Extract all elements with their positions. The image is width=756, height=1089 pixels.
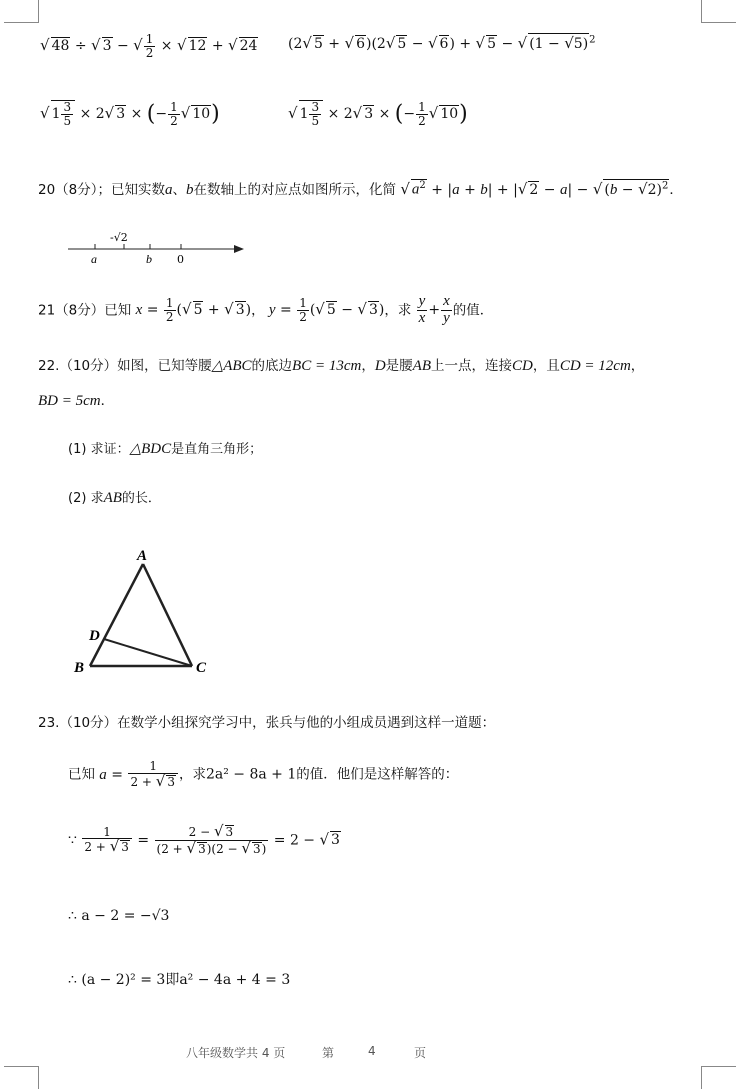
label-b: b — [146, 252, 152, 266]
q23-step2: ∴ a − 2 = −√3 — [68, 908, 170, 924]
q23-step3: ∴ (a − 2)² = 3即a² − 4a + 4 = 3 — [68, 972, 291, 988]
q20-expression: √ $a^2 + |a + b|$ + |√ 2 − a| − √ $(b - √2)^2$ — [400, 180, 669, 198]
expression-1: √ 48 ÷ √ 3 − √ $\frac{1}{2}$ × √ 12 + √ 24 — [40, 32, 258, 60]
q23-given-expr: a = $\frac{1}{2 + √ 3}$ — [99, 767, 179, 783]
label-neg-sqrt2: -√2 — [110, 231, 128, 244]
q21-y-expr: y = $\frac{1}{2}$ (√ 5 − √ 3) — [268, 296, 385, 324]
question-22-part1: (1) 求证：△BDC是直角三角形； — [68, 441, 263, 457]
label-a: a — [91, 252, 97, 266]
crop-mark-top-right — [701, 0, 736, 23]
question-22-line1: 22.（10分）如图，已知等腰△ABC的底边BC = 13cm，D是腰AB上一点，连接CD，且CD = 12cm， — [38, 358, 645, 374]
vertex-label-a: A — [137, 548, 148, 564]
question-22-part2: (2) 求AB的长． — [68, 490, 161, 506]
question-21: 21（8分）已知 x = $\frac{1}{2}$ (√ 5 + √ 3)， y = $\frac{1}{2}$ (√ 5 − √ 3)，求 $\frac{y}{x}$ + $\frac{x}{y}$ 的值． — [38, 293, 494, 326]
vertex-label-b: B — [74, 660, 85, 676]
crop-mark-top-left — [4, 0, 39, 23]
q21-x-expr: x = $\frac{1}{2}$ (√ 5 + √ 3) — [135, 296, 252, 324]
footer-page-label-b: 页 — [414, 1046, 427, 1060]
question-20: 20（8分）；已知实数a、b在数轴上的对应点如图所示，化简 √ $a^2 + |a + b|$ + |√ 2 − a| − √ $(b - √2)^2$． — [38, 180, 683, 198]
question-22-line2: BD = 5cm． — [38, 393, 115, 409]
expression-3: √ 1 $\frac{3}{5}$ × 2√ 3 × (− $\frac{1}{2}$ √ 10) — [40, 100, 220, 128]
q21-target: $\frac{y}{x}$ + $\frac{x}{y}$ — [418, 293, 450, 326]
expression-2: (2√ 5 + √ 6)(2√ 5 − √ 6) + √ 5 − √ $(1 - √5)^2$ — [288, 34, 596, 52]
triangle-figure — [70, 542, 230, 682]
footer-page-number: 4 — [368, 1044, 376, 1058]
question-23: 23.（10分）在数学小组探究学习中，张兵与他的小组成员遇到这样一道题： — [38, 715, 496, 731]
expression-4: √ 1 $\frac{3}{5}$ × 2√ 3 × (− $\frac{1}{2}$ √ 10) — [288, 100, 468, 128]
vertex-label-c: C — [196, 660, 207, 676]
crop-mark-bottom-left — [4, 1066, 39, 1089]
crop-mark-bottom-right — [701, 1066, 736, 1089]
vertex-label-d: D — [89, 628, 100, 644]
number-line — [60, 225, 260, 270]
question-23-given: 已知 a = $\frac{1}{2 + √ 3}$ ，求2a² − 8a + 1的值．他们是这样解答的： — [68, 759, 459, 790]
q23-step1: ∵ $\frac{1}{2 + √ 3}$ = $\frac{2 - √ 3}{(2 + √ 3)(2 - √ 3)}$ = 2 − √ 3 — [68, 822, 340, 857]
footer-page-info: 八年级数学共 4 页 — [186, 1046, 286, 1060]
label-0: 0 — [177, 253, 184, 266]
footer-page-label-a: 第 — [322, 1046, 335, 1060]
